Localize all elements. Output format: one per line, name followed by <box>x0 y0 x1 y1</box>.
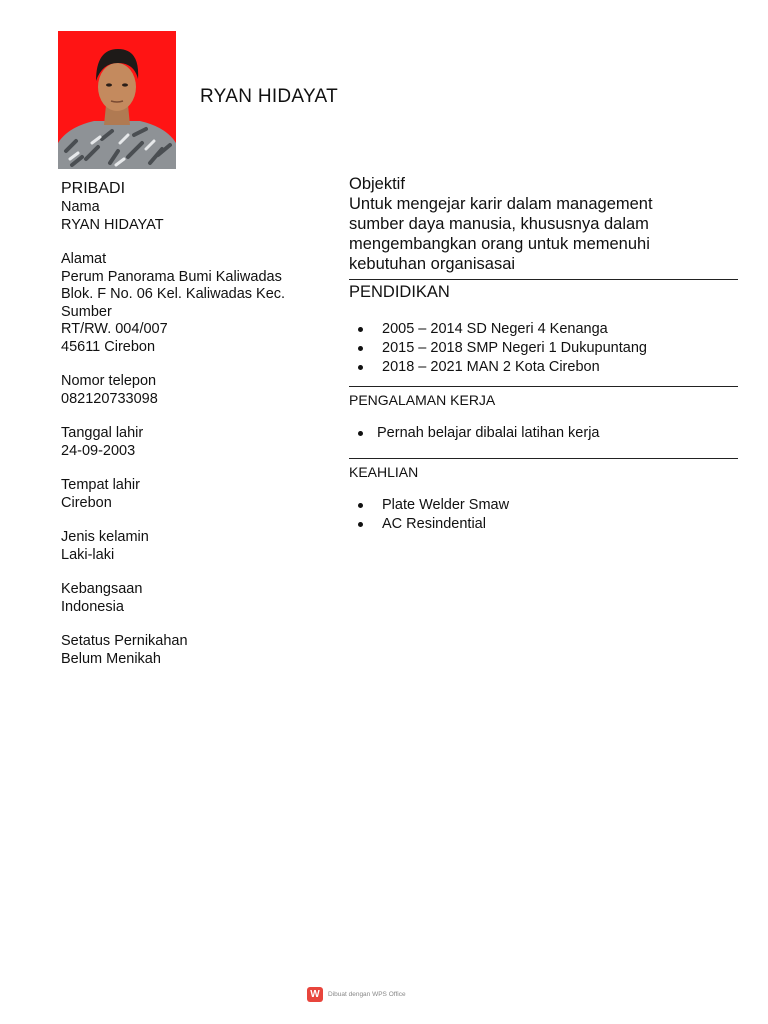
objective-line: sumber daya manusia, khususnya dalam <box>349 215 649 233</box>
personal-field <box>61 251 311 356</box>
objective-text <box>349 194 738 274</box>
field-value: Laki-laki <box>61 546 115 563</box>
personal-field <box>61 477 311 512</box>
skills-list <box>349 496 738 534</box>
personal-field <box>61 633 311 668</box>
list-item: 2018 – 2021 MAN 2 Kota Cirebon <box>349 358 738 377</box>
field-value: Sumber <box>61 303 112 320</box>
objective-line: kebutuhan organisasai <box>349 255 516 273</box>
field-value: Perum Panorama Bumi Kaliwadas <box>61 268 282 285</box>
divider <box>349 279 738 280</box>
field-value: Cirebon <box>61 494 112 511</box>
field-label: Kebangsaan <box>61 581 143 597</box>
field-value: 24-09-2003 <box>61 442 136 459</box>
list-item: Pernah belajar dibalai latihan kerja <box>349 424 738 443</box>
education-heading: PENDIDIKAN <box>349 283 450 301</box>
candidate-name: RYAN HIDAYAT <box>200 86 339 107</box>
main-section <box>349 174 738 534</box>
field-value: RT/RW. 004/007 <box>61 321 168 337</box>
field-label: Alamat <box>61 251 107 267</box>
personal-field <box>61 529 311 564</box>
wps-office-logo-icon: W <box>307 987 323 1002</box>
objective-line: mengembangkan orang untuk memenuhi <box>349 235 650 253</box>
personal-heading: PRIBADI <box>61 180 126 197</box>
education-list <box>349 320 738 377</box>
divider <box>349 458 738 459</box>
personal-fields <box>61 199 311 668</box>
field-value: 45611 Cirebon <box>61 338 156 355</box>
personal-field <box>61 581 311 616</box>
field-label: Tempat lahir <box>61 477 140 493</box>
skills-heading: KEAHLIAN <box>349 464 419 480</box>
personal-field <box>61 199 311 234</box>
objective-line: Untuk mengejar karir dalam management <box>349 195 653 213</box>
field-value: RYAN HIDAYAT <box>61 216 164 233</box>
footer-text: Dibuat dengan WPS Office <box>328 991 406 998</box>
experience-list <box>349 424 738 443</box>
personal-section <box>61 179 311 685</box>
footer-watermark <box>307 987 406 1002</box>
personal-field <box>61 373 311 408</box>
field-label: Setatus Pernikahan <box>61 633 188 649</box>
field-label: Tanggal lahir <box>61 425 144 441</box>
field-label: Nama <box>61 199 100 215</box>
list-item: 2015 – 2018 SMP Negeri 1 Dukupuntang <box>349 339 738 358</box>
field-value: Indonesia <box>61 598 124 615</box>
field-value: 082120733098 <box>61 390 158 407</box>
list-item: 2005 – 2014 SD Negeri 4 Kenanga <box>349 320 738 339</box>
list-item: AC Resindential <box>349 515 738 534</box>
field-label: Jenis kelamin <box>61 529 149 545</box>
objective-title: Objektif <box>349 175 405 193</box>
profile-photo <box>58 31 176 169</box>
list-item: Plate Welder Smaw <box>349 496 738 515</box>
experience-heading: PENGALAMAN KERJA <box>349 392 496 408</box>
field-value: Blok. F No. 06 Kel. Kaliwadas Kec. <box>61 286 286 302</box>
field-label: Nomor telepon <box>61 373 157 389</box>
personal-field <box>61 425 311 460</box>
field-value: Belum Menikah <box>61 650 161 667</box>
divider <box>349 386 738 387</box>
